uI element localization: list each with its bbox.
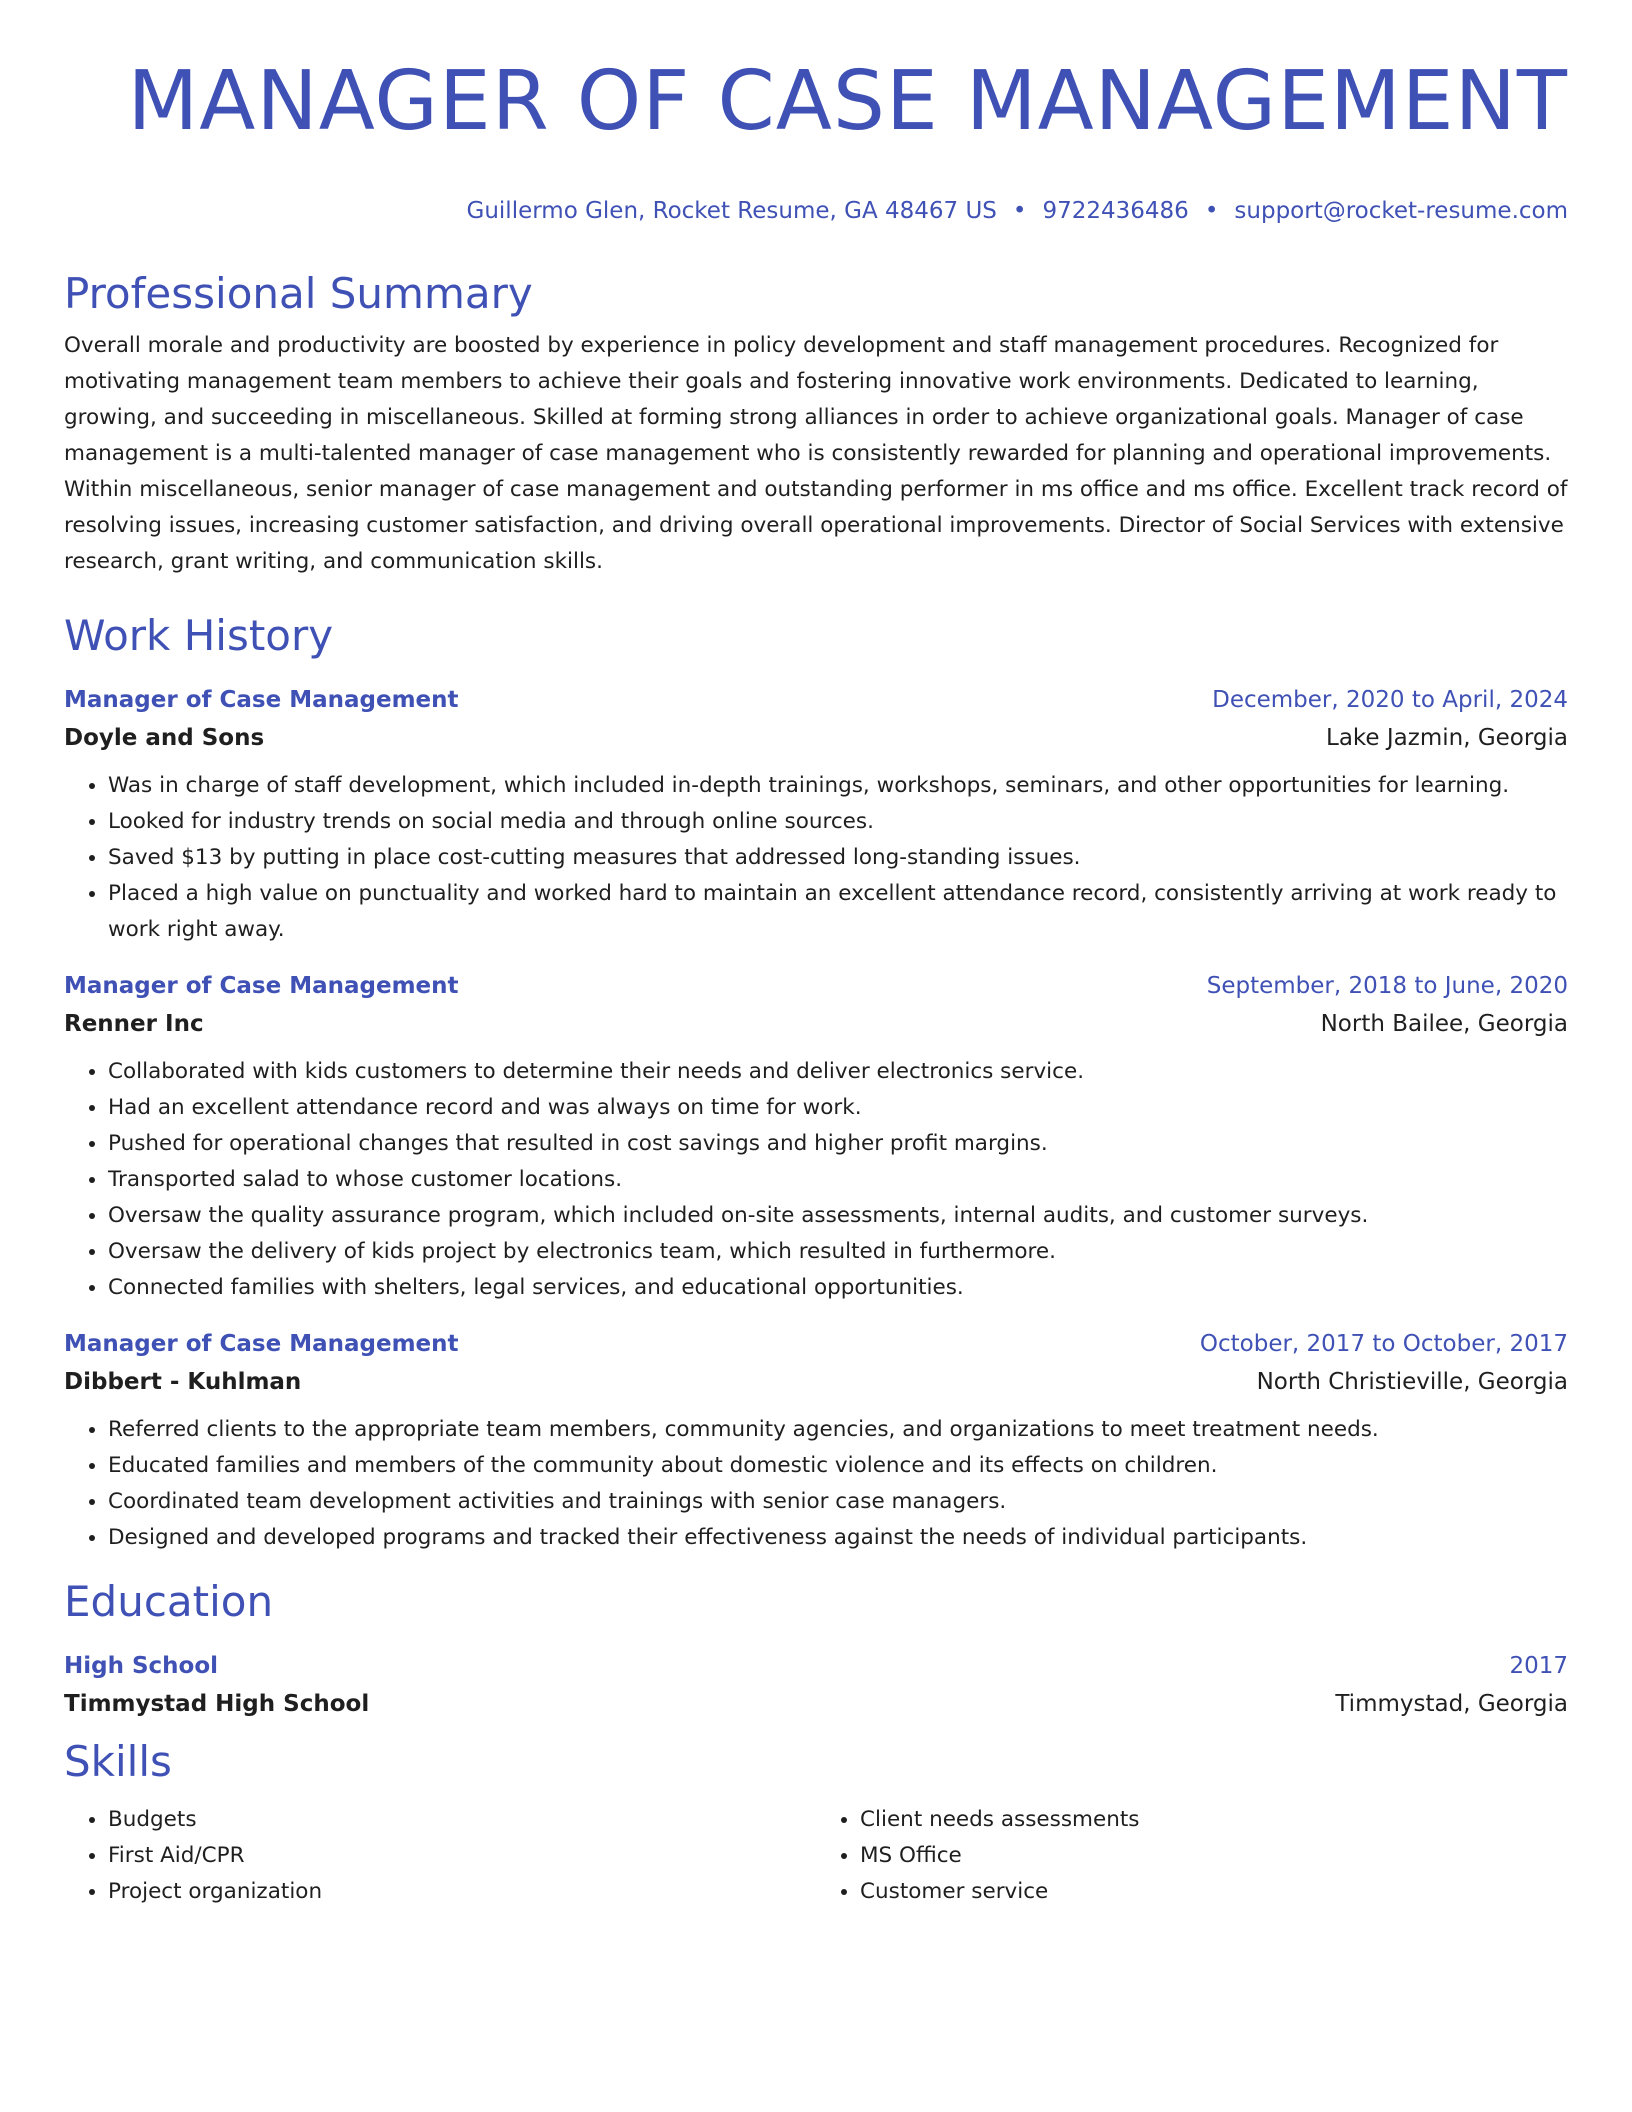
degree: High School	[64, 1653, 219, 1679]
job-entry	[64, 968, 1568, 1306]
resume-title: MANAGER OF CASE MANAGEMENT	[127, 54, 1568, 149]
job-location: Lake Jazmin, Georgia	[1326, 725, 1568, 751]
job-bullet: • Looked for industry trends on social media and through online sources.	[108, 804, 1568, 840]
section-heading-work-history: Work History	[64, 611, 334, 660]
contact-separator: •	[1012, 198, 1027, 224]
job-bullet: • Connected families with shelters, legal services, and educational opportunities.	[108, 1270, 1568, 1306]
contact-separator: •	[1204, 198, 1219, 224]
job-bullets	[64, 1412, 1568, 1556]
skill-item: • Client needs assessments	[860, 1802, 1568, 1838]
job-entry	[64, 682, 1568, 948]
job-bullet: • Oversaw the quality assurance program, which included on-site assessments, internal audits, and customer surveys.	[108, 1198, 1568, 1234]
job-title: Manager of Case Management	[64, 1331, 459, 1357]
job-bullet: • Oversaw the delivery of kids project by electronics team, which resulted in furthermore.	[108, 1234, 1568, 1270]
company-name: Renner Inc	[64, 1011, 204, 1037]
job-bullet: • Was in charge of staff development, which included in-depth trainings, workshops, seminars, and other opportunities for learning.	[108, 768, 1568, 804]
contact-line	[64, 196, 1568, 226]
job-title: Manager of Case Management	[64, 973, 459, 999]
job-dates: September, 2018 to June, 2020	[1206, 973, 1568, 999]
skill-item: • MS Office	[860, 1838, 1568, 1874]
contact-address: Guillermo Glen, Rocket Resume, GA 48467 US	[466, 198, 997, 224]
job-location: North Christieville, Georgia	[1256, 1369, 1568, 1395]
school-name: Timmystad High School	[64, 1691, 370, 1717]
skill-item: • First Aid/CPR	[108, 1838, 816, 1874]
job-bullet: • Referred clients to the appropriate team members, community agencies, and organizations to meet treatment needs.	[108, 1412, 1568, 1448]
company-name: Doyle and Sons	[64, 725, 265, 751]
skill-item: • Customer service	[860, 1874, 1568, 1910]
job-bullet: • Coordinated team development activities and trainings with senior case managers.	[108, 1484, 1568, 1520]
education-entry	[64, 1648, 1568, 1724]
work-history-section	[64, 610, 1568, 1556]
job-title: Manager of Case Management	[64, 687, 459, 713]
job-bullet: • Collaborated with kids customers to determine their needs and deliver electronics service.	[108, 1054, 1568, 1090]
section-heading-summary: Professional Summary	[64, 269, 533, 318]
job-entry	[64, 1326, 1568, 1556]
job-bullets	[64, 1054, 1568, 1306]
skill-item: • Project organization	[108, 1874, 816, 1910]
summary-section	[64, 268, 1568, 580]
job-dates: December, 2020 to April, 2024	[1212, 687, 1568, 713]
graduation-year: 2017	[1509, 1653, 1568, 1679]
contact-phone: 9722436486	[1042, 198, 1189, 224]
skills-list-right	[816, 1802, 1568, 1910]
company-name: Dibbert - Kuhlman	[64, 1369, 302, 1395]
job-bullet: • Educated families and members of the community about domestic violence and its effects on children.	[108, 1448, 1568, 1484]
section-heading-education: Education	[64, 1577, 274, 1626]
education-section	[64, 1576, 1568, 1724]
job-bullet: • Transported salad to whose customer locations.	[108, 1162, 1568, 1198]
skill-item: • Budgets	[108, 1802, 816, 1838]
summary-text: Overall morale and productivity are boosted by experience in policy development and staff management procedures. Recognized for motivating management team members to achieve their goals and fostering innovative work environments. Dedicated to learning, growing, and succeeding in miscellaneous. Skilled at forming strong alliances in order to achieve organizational goals. Manager of case management is a multi-talented manager of case management who is consistently rewarded for planning and operational improvements. Within miscellaneous, senior manager of case management and outstanding performer in ms office and ms office. Excellent track record of resolving issues, increasing customer satisfaction, and driving overall operational improvements. Director of Social Services with extensive research, grant writing, and communication skills.	[64, 333, 1568, 574]
job-bullets	[64, 768, 1568, 948]
job-bullet: • Saved $13 by putting in place cost-cutting measures that addressed long-standing issues.	[108, 840, 1568, 876]
job-dates: October, 2017 to October, 2017	[1199, 1331, 1568, 1357]
job-bullet: • Pushed for operational changes that resulted in cost savings and higher profit margins.	[108, 1126, 1568, 1162]
contact-email[interactable]: support@rocket-resume.com	[1234, 198, 1568, 224]
job-bullet: • Placed a high value on punctuality and worked hard to maintain an excellent attendance record, consistently arriving at work ready to work right away.	[108, 876, 1568, 948]
skills-list-left	[64, 1802, 816, 1910]
job-bullet: • Designed and developed programs and tracked their effectiveness against the needs of individual participants.	[108, 1520, 1568, 1556]
job-bullet: • Had an excellent attendance record and was always on time for work.	[108, 1090, 1568, 1126]
section-heading-skills: Skills	[64, 1737, 172, 1786]
job-location: North Bailee, Georgia	[1320, 1011, 1568, 1037]
skills-columns	[64, 1802, 1568, 1910]
skills-section	[64, 1736, 1568, 1910]
school-location: Timmystad, Georgia	[1335, 1691, 1568, 1717]
